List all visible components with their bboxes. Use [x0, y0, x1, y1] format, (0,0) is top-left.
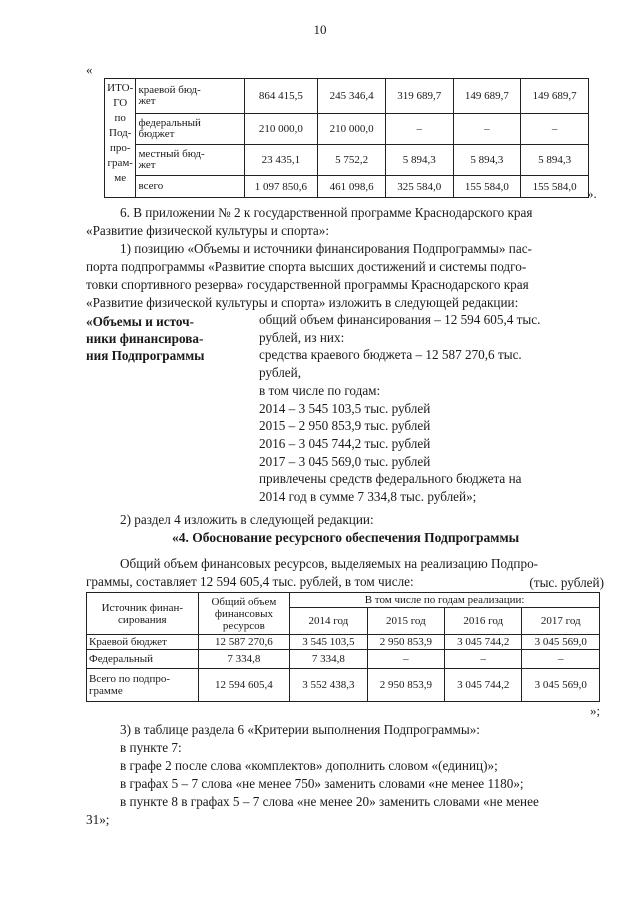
table-row [87, 669, 600, 702]
header-year: 2015 год [367, 608, 444, 635]
cell-value: 210 000,0 [318, 114, 386, 145]
passport-label-line: «Объемы и источ- [86, 314, 194, 329]
row-name-line: всего [138, 180, 164, 192]
cell-value: – [445, 650, 522, 669]
row-name [136, 79, 244, 114]
total-label-line: ме [114, 172, 127, 184]
cell-value: 3 045 744,2 [445, 669, 522, 702]
header-total [198, 593, 290, 635]
row-name-line: местный бюд- [138, 148, 205, 160]
cell-value: 2 950 853,9 [367, 669, 444, 702]
financing-table [86, 592, 600, 702]
passport-line: средства краевого бюджета – 12 587 270,6 тыс. [259, 347, 522, 363]
cell-value: 23 435,1 [244, 145, 318, 176]
cell-value: 149 689,7 [453, 79, 521, 114]
cell-value: 3 552 438,3 [290, 669, 367, 702]
item-3: 3) в таблице раздела 6 «Критерии выполнения Подпрограммы»: [120, 722, 480, 737]
item-1-line-1: 1) позицию «Объемы и источники финансирования Подпрограммы» пас- [120, 241, 532, 256]
passport-label-line: ники финансирова- [86, 331, 204, 346]
cell-value: 1 097 850,6 [244, 176, 318, 198]
page-number: 10 [313, 22, 327, 37]
paragraph-6-line-1: 6. В приложении № 2 к государственной программе Краснодарского края [120, 205, 533, 220]
header-line: Источник финан- [101, 601, 184, 614]
table-row [105, 114, 589, 145]
cell-value: 3 045 744,2 [445, 635, 522, 650]
total-label-line: Под- [109, 127, 132, 139]
passport-line: 2016 – 3 045 744,2 тыс. рублей [259, 435, 431, 451]
item-3-line-1: в пункте 7: [120, 740, 182, 755]
row-name [136, 176, 244, 198]
section-4-heading: «4. Обоснование ресурсного обеспечения Подпрограммы [172, 530, 520, 545]
row-name-line: жет [138, 159, 156, 171]
item-3-last-line: 31»; [86, 812, 110, 827]
cell-value: 3 545 103,5 [290, 635, 367, 650]
cell-value: 5 752,2 [318, 145, 386, 176]
row-name-line: Всего по подпро- [89, 673, 171, 685]
cell-value: 2 950 853,9 [367, 635, 444, 650]
total-label-line: ИТО- [107, 82, 134, 94]
table1-closing-quote: ». [587, 186, 597, 201]
header-line: финансовых [214, 607, 273, 620]
table-row [105, 176, 589, 198]
cell-value: – [385, 114, 453, 145]
row-name: Федеральный [87, 650, 199, 669]
cell-value: 245 346,4 [318, 79, 386, 114]
header-line: ресурсов [222, 619, 265, 632]
financing-table-continuation [104, 78, 589, 198]
total-label-cell [105, 79, 136, 198]
passport-line: 2014 год в сумме 7 334,8 тыс. рублей»; [259, 489, 477, 505]
header-source [87, 593, 199, 635]
table-row [105, 145, 589, 176]
cell-value: 325 584,0 [385, 176, 453, 198]
header-by-year: В том числе по годам реализации: [290, 593, 600, 608]
cell-value: 12 587 270,6 [198, 635, 290, 650]
row-name-line: федеральный [138, 117, 201, 129]
cell-value: 5 894,3 [521, 145, 589, 176]
header-line: сирования [118, 613, 167, 626]
header-year: 2016 год [445, 608, 522, 635]
item-1-line-2: порта подпрограммы «Развитие спорта высших достижений и системы подго- [86, 259, 527, 274]
item-1-line-3: товки спортивного резерва» государственной программы Краснодарского края [86, 277, 529, 292]
row-name [87, 669, 199, 702]
row-name [136, 145, 244, 176]
cell-value: – [367, 650, 444, 669]
cell-value: 461 098,6 [318, 176, 386, 198]
item-3-line-4: в пункте 8 в графах 5 – 7 слова «не менее 20» заменить словами «не менее [120, 794, 539, 809]
cell-value: 3 045 569,0 [522, 669, 600, 702]
row-name-line: краевой бюд- [138, 84, 201, 96]
cell-value: 12 594 605,4 [198, 669, 290, 702]
table2-closing-quote: »; [590, 703, 601, 718]
passport-line: рублей, [259, 365, 302, 381]
header-line: Общий объем [211, 595, 277, 608]
passport-line: 2017 – 3 045 569,0 тыс. рублей [259, 453, 431, 469]
row-name-line: бюджет [138, 128, 175, 140]
cell-value: 149 689,7 [521, 79, 589, 114]
passport-line: привлечены средств федерального бюджета на [259, 471, 522, 487]
passport-label [86, 313, 234, 364]
section-4-text-line-2: граммы, составляет 12 594 605,4 тыс. рублей, в том числе: [86, 574, 414, 589]
paragraph-6-line-2: «Развитие физической культуры и спорта»: [86, 223, 330, 238]
item-1-line-4: «Развитие физической культуры и спорта» изложить в следующей редакции: [86, 295, 519, 310]
item-3-line-2: в графе 2 после слова «комплектов» дополнить словом «(единиц)»; [120, 758, 498, 773]
total-label-line: по [114, 112, 126, 124]
total-label-line: про- [109, 142, 131, 154]
passport-line: в том числе по годам: [259, 382, 381, 398]
row-name: Краевой бюджет [87, 635, 199, 650]
total-label-line: грам- [107, 157, 133, 169]
cell-value: 7 334,8 [198, 650, 290, 669]
cell-value: 5 894,3 [453, 145, 521, 176]
cell-value: 210 000,0 [244, 114, 318, 145]
cell-value: 155 584,0 [453, 176, 521, 198]
row-name-line: грамме [89, 685, 123, 697]
table-header-row [87, 593, 600, 608]
cell-value: – [521, 114, 589, 145]
item-3-line-3: в графах 5 – 7 слова «не менее 750» заменить словами «не менее 1180»; [120, 776, 524, 791]
cell-value: 3 045 569,0 [522, 635, 600, 650]
total-label-line: ГО [113, 97, 128, 109]
cell-value: 7 334,8 [290, 650, 367, 669]
passport-content [259, 311, 604, 506]
passport-label-line: ния Подпрограммы [86, 348, 205, 363]
item-2: 2) раздел 4 изложить в следующей редакции: [120, 512, 374, 527]
cell-value: 5 894,3 [385, 145, 453, 176]
cell-value: – [522, 650, 600, 669]
row-name [136, 114, 244, 145]
passport-line: 2015 – 2 950 853,9 тыс. рублей [259, 418, 431, 434]
units-label: (тыс. рублей) [529, 575, 604, 590]
cell-value: 319 689,7 [385, 79, 453, 114]
table-row [87, 650, 600, 669]
header-year: 2014 год [290, 608, 367, 635]
cell-value: – [453, 114, 521, 145]
header-year: 2017 год [522, 608, 600, 635]
passport-line: 2014 – 3 545 103,5 тыс. рублей [259, 400, 431, 416]
section-4-text-line-1: Общий объем финансовых ресурсов, выделяемых на реализацию Подпро- [120, 556, 539, 571]
cell-value: 155 584,0 [521, 176, 589, 198]
opening-quote: « [86, 62, 93, 77]
passport-line: общий объем финансирования – 12 594 605,4 тыс. [259, 312, 541, 327]
table-row [87, 635, 600, 650]
row-name-line: жет [138, 95, 156, 107]
cell-value: 864 415,5 [244, 79, 318, 114]
passport-line: рублей, из них: [259, 329, 345, 345]
table-row [105, 79, 589, 114]
